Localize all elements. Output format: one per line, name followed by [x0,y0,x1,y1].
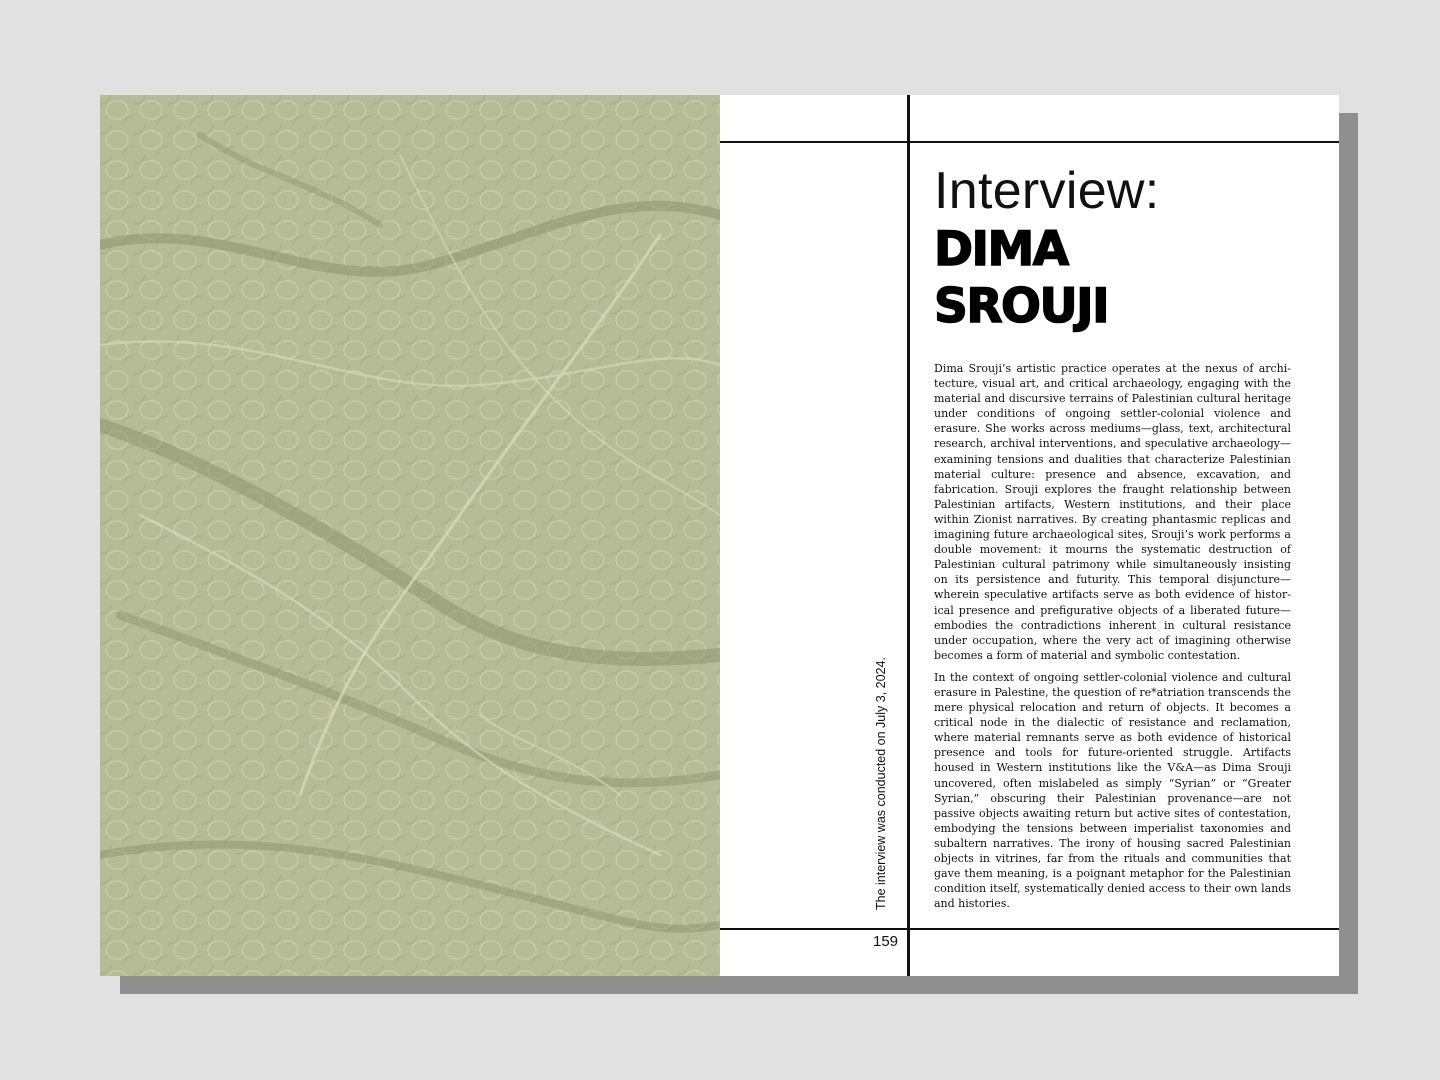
vertical-rule [907,95,910,976]
bubble-wrap-texture [100,95,720,976]
article-heading [934,161,1160,335]
right-page [720,95,1339,976]
bottom-rule [720,928,1339,930]
body-paragraph-1: Dima Srouji’s artistic practice operates at the nexus of architecture, visual art, and critical archaeology, engaging with the material and discursive terrains of Palestinian cultural heritage under conditions of ongoing settler-colonial violence and erasure. She works across mediums—glass, text, architectural research, archival interventions, and speculative archaeology—examining tensions and dualities that characterize Palestinian material culture: presence and absence, excavation, and fabrication. Srouji explores the fraught relationship between Palestinian artifacts, Western institutions, and their place within Zionist narratives. By creating phantasmic replicas and imagining future archaeological sites, Srouji’s work performs a double movement: it mourns the systematic destruction of Palestinian cultural patrimony while simultaneously insisting on its persistence and futurity. This temporal disjuncture—wherein speculative artifacts serve as both evidence of historical presence and prefigurative objects of a liberated future—embodies the contradictions inherent in cultural resistance under occupation, where the very act of imagining otherwise becomes a form of material and symbolic contestation. [934,362,1291,662]
body-paragraph-2: In the context of ongoing settler-colonial violence and cultural erasure in Palestine, the question of re*atriation transcends the mere physical relocation and return of objects. It becomes a critical node in the dialectic of resistance and reclamation, where material remnants serve as both evidence of historical presence and tools for future-oriented struggle. Artifacts housed in Western institutions like the V&A—as Dima Srouji uncovered, often mislabeled as simply “Syrian” or “Greater Syrian,” obscuring their Palestinian provenance—are not passive objects awaiting return but active sites of contestation, embodying the tensions between imperialist taxonomies and subaltern narratives. The irony of housing sacred Palestinian objects in vitrines, far from the rituals and communities that gave them meaning, is a poignant metaphor for the Palestinian condition itself, systematically denied access to their own lands and histories. [934,670,1291,911]
interview-date-note: The interview was conducted on July 3, 2024. [874,657,888,910]
left-page-image [100,95,720,976]
top-rule [720,141,1339,143]
heading-name-line1: DIMA [934,222,1068,277]
page-number: 159 [873,933,899,950]
book-spread [100,95,1339,976]
article-body [934,361,1291,918]
heading-kicker: Interview: [934,162,1160,220]
heading-name-line2: SROUJI [934,279,1109,334]
